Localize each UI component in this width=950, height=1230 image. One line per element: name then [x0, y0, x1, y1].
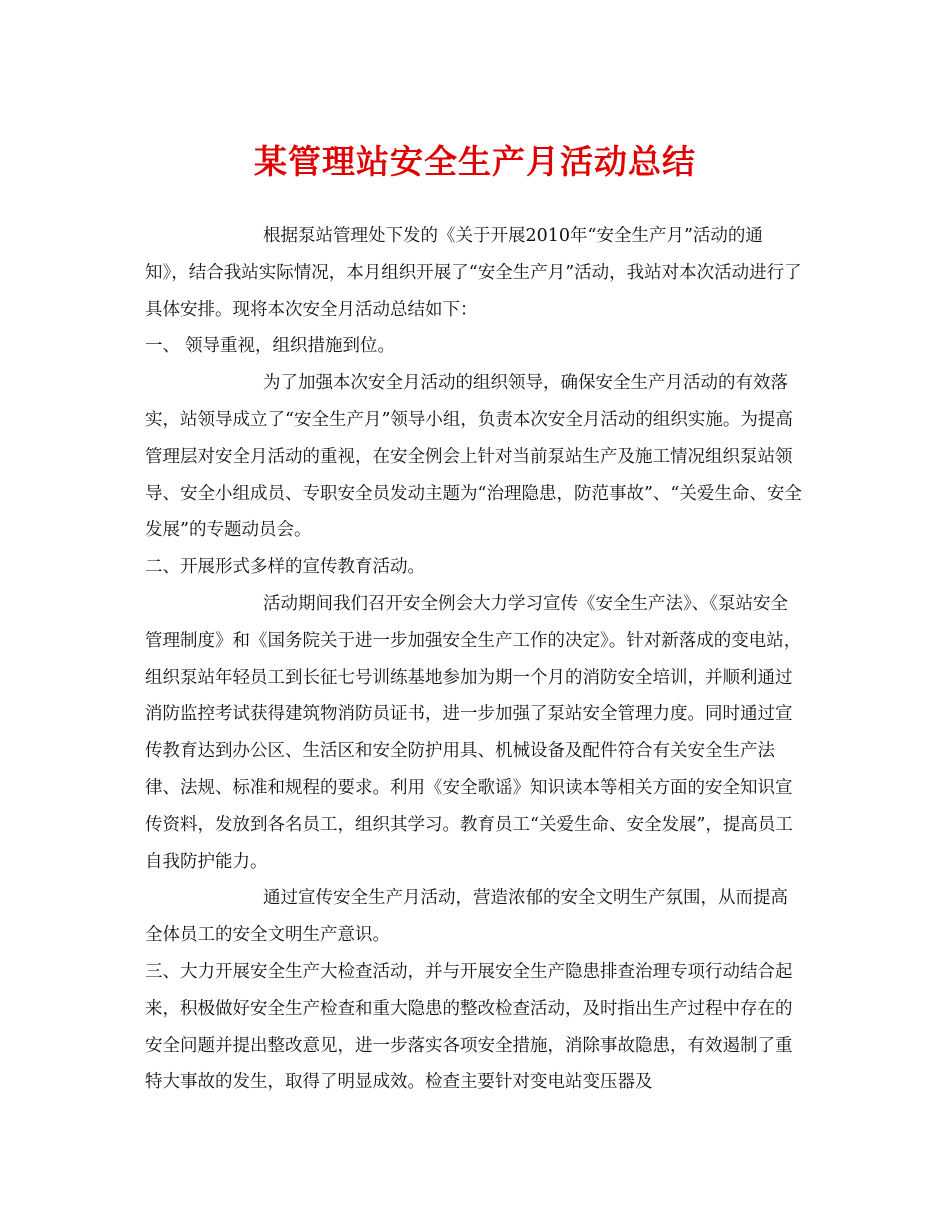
paragraph-section-1: 为了加强本次安全月活动的组织领导，确保安全生产月活动的有效落实，站领导成立了“安全生产月”领导小组，负责本次安全月活动的组织实施。为提高管理层对安全月活动的重视，在安全例会上针对当前泵站生产及施工情况组织泵站领导、安全小组成员、专职安全员发动主题为“治理隐患，防范事故”、“关爱生命、安全发展”的专题动员会。 — [145, 373, 802, 541]
section-heading-1 — [145, 328, 805, 365]
section-heading-text: 领导重视，组织措施到位。 — [185, 336, 395, 357]
paragraph-section-2: 活动期间我们召开安全例会大力学习宣传《安全生产法》、《泵站安全管理制度》和《国务院关于进一步加强安全生产工作的决定》。针对新落成的变电站，组织泵站年轻员工到长征七号训练基地参加为期一个月的消防安全培训，并顺利通过消防监控考试获得建筑物消防员证书，进一步加强了泵站安全管理力度。同时通过宣传教育达到办公区、生活区和安全防护用具、机械设备及配件符合有关安全生产法律、法规、标准和规程的要求。利用《安全歌谣》知识读本等相关方面的安全知识宣传资料，发放到各名员工，组织其学习。教育员工“关爱生命、安全发展”，提高员工自我防护能力。 — [145, 593, 802, 872]
document-title: 某管理站安全生产月活动总结 — [254, 142, 696, 181]
section-heading-3: 三、大力开展安全生产大检查活动，并与开展安全生产隐患排查治理专项行动结合起来，积极做好安全生产检查和重大隐患的整改检查活动，及时指出生产过程中存在的安全问题并提出整改意见，进一步落实各项安全措施，消除事故隐患，有效遏制了重特大事故的发生，取得了明显成效。检查主要针对变电站变压器及 — [145, 961, 793, 1093]
section-number: 一、 — [145, 336, 180, 357]
paragraph-intro: 根据泵站管理处下发的《关于开展2010年“安全生产月”活动的通知》，结合我站实际情况，本月组织开展了“安全生产月”活动，我站对本次活动进行了具体安排。现将本次安全月活动总结如下： — [145, 226, 802, 320]
paragraph-section-2b: 通过宣传安全生产月活动，营造浓郁的安全文明生产氛围，从而提高全体员工的安全文明生产意识。 — [145, 888, 788, 946]
document-body — [145, 218, 805, 1101]
section-heading-2: 二、开展形式多样的宣传教育活动。 — [145, 557, 425, 578]
